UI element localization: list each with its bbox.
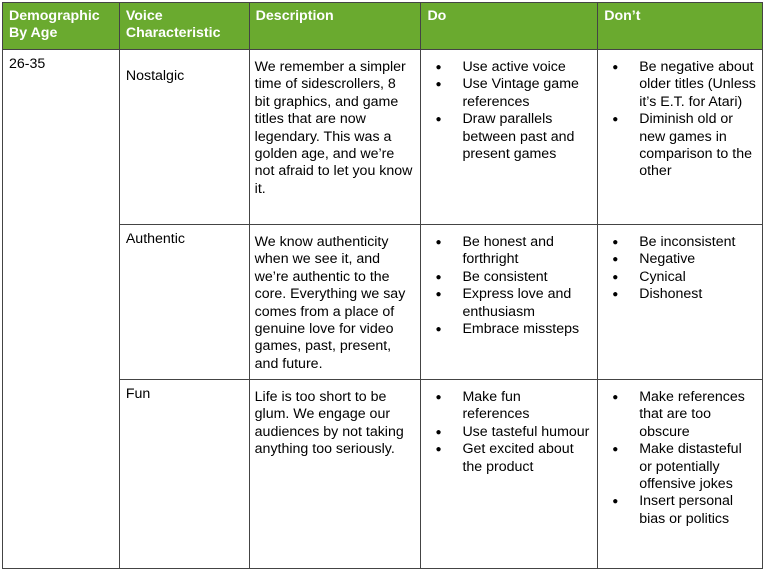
list-item: ● Be negative about older titles (Unless it’s E.T. for Atari) — [612, 59, 756, 110]
dont-cell — [598, 225, 763, 380]
bullet-icon: ● — [435, 237, 442, 248]
bullet-icon: ● — [612, 254, 619, 266]
bullet-icon: ● — [612, 444, 619, 456]
bullet-icon: ● — [435, 289, 442, 301]
table-row — [2, 380, 763, 569]
list-item: ● Use Vintage game references — [435, 76, 579, 110]
dont-cell — [598, 50, 763, 225]
age-group-label: 26-35 — [9, 56, 46, 72]
table-row — [2, 225, 763, 380]
bullet-icon: ● — [612, 496, 619, 508]
list-item: ● Insert personal bias or politics — [612, 493, 734, 527]
list-item: ● Negative — [612, 251, 696, 268]
age-group-cell-continued — [3, 380, 120, 569]
bullet-icon: ● — [612, 289, 619, 301]
header-dont: Don’t — [598, 2, 763, 50]
table-row — [2, 50, 763, 225]
age-group-cell — [3, 50, 120, 225]
bullet-icon: ● — [435, 444, 442, 456]
list-item: ● Use tasteful humour — [435, 423, 590, 440]
list-item: ● Make references that are too obscure — [612, 389, 745, 440]
header-do: Do — [421, 2, 598, 50]
voice-guidelines-table — [2, 2, 763, 569]
bullet-icon: ● — [435, 392, 442, 403]
age-group-cell-continued — [3, 225, 120, 380]
do-list — [427, 231, 591, 338]
description-cell: Life is too short to be glum. We engage our audiences by not taking anything too seriously. — [250, 380, 422, 569]
do-cell — [421, 225, 598, 380]
list-item: ● Make fun references — [435, 389, 530, 423]
description-cell: We know authenticity when we see it, and we’re authentic to the core. Everything we say comes from a place of genuine love for video games, past, present, and future. — [250, 225, 422, 380]
list-item: ● Embrace missteps — [435, 321, 580, 338]
bullet-icon: ● — [612, 62, 619, 73]
voice-cell: Nostalgic — [120, 50, 250, 225]
dont-list — [604, 56, 756, 181]
list-item: ● Be honest and forthright — [435, 234, 554, 268]
list-item: ● Be consistent — [435, 268, 548, 285]
bullet-icon: ● — [435, 62, 442, 73]
table-header-row — [2, 2, 763, 50]
bullet-icon: ● — [435, 426, 442, 438]
bullet-icon: ● — [612, 392, 619, 403]
header-description: Description — [250, 2, 422, 50]
list-item: ● Dishonest — [612, 286, 703, 303]
header-demographic: Demographic By Age — [3, 2, 120, 50]
list-item: ● Draw parallels between past and present games — [435, 111, 575, 163]
bullet-icon: ● — [612, 114, 619, 126]
bullet-icon: ● — [612, 237, 619, 248]
dont-list — [604, 386, 756, 528]
list-item: ● Get excited about the product — [435, 441, 574, 475]
do-list — [427, 56, 591, 163]
bullet-icon: ● — [435, 324, 442, 336]
bullet-icon: ● — [435, 114, 442, 126]
list-item: ● Cynical — [612, 268, 686, 285]
list-item: ● Make distasteful or potentially offensive jokes — [612, 441, 742, 493]
voice-cell: Fun — [120, 380, 250, 569]
header-voice-characteristic: Voice Characteristic — [120, 2, 250, 50]
list-item: ● Be inconsistent — [612, 234, 736, 250]
do-cell — [421, 50, 598, 225]
list-item: ● Diminish old or new games in comparison to the other — [612, 111, 752, 180]
bullet-icon: ● — [435, 271, 442, 283]
list-item: ● Use active voice — [435, 59, 566, 75]
bullet-icon: ● — [612, 271, 619, 283]
voice-cell: Authentic — [120, 225, 250, 380]
description-cell: We remember a simpler time of sidescrollers, 8 bit graphics, and game titles that are now legendary. This was a golden age, and we’re not afraid to let you know it. — [250, 50, 422, 225]
dont-cell — [598, 380, 763, 569]
bullet-icon: ● — [435, 79, 442, 91]
dont-list — [604, 231, 756, 304]
list-item: ● Express love and enthusiasm — [435, 286, 572, 320]
do-cell — [421, 380, 598, 569]
do-list — [427, 386, 591, 476]
